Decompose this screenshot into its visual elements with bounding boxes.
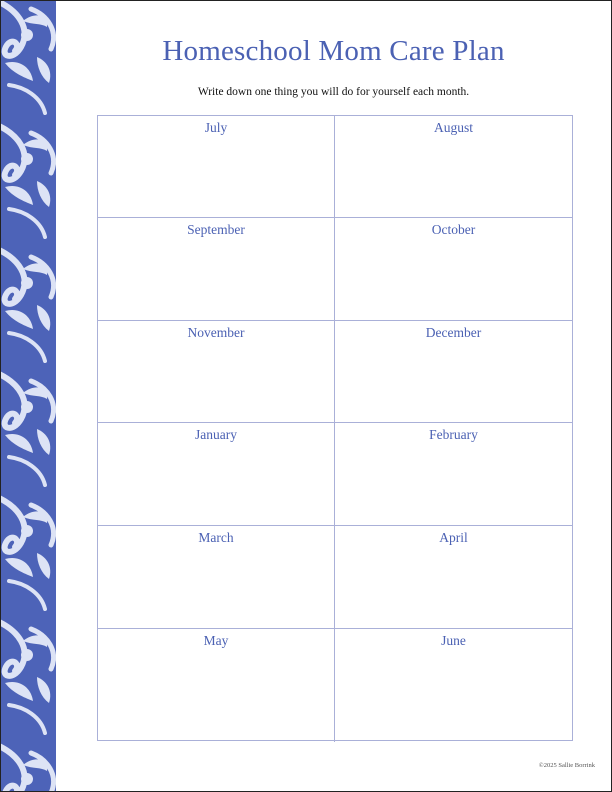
month-label: January bbox=[195, 427, 237, 442]
copyright-footer: ©2025 Sallie Borrink bbox=[538, 762, 595, 769]
month-cell-august[interactable] bbox=[335, 116, 572, 218]
page-title: Homeschool Mom Care Plan bbox=[162, 35, 505, 67]
month-cell-march[interactable] bbox=[98, 526, 335, 629]
month-cell-may[interactable] bbox=[98, 629, 335, 742]
decorative-flourish-border bbox=[1, 1, 56, 791]
month-label: September bbox=[187, 222, 245, 237]
month-cell-june[interactable] bbox=[335, 629, 572, 742]
month-label: May bbox=[203, 633, 229, 648]
month-label: March bbox=[198, 530, 234, 545]
flourish-pattern-icon bbox=[1, 1, 56, 791]
monthly-plan-grid bbox=[97, 115, 573, 741]
month-cell-december[interactable] bbox=[335, 321, 572, 423]
month-cell-july[interactable] bbox=[98, 116, 335, 218]
month-label: July bbox=[204, 120, 228, 135]
month-cell-april[interactable] bbox=[335, 526, 572, 629]
month-label: October bbox=[431, 222, 476, 237]
month-cell-september[interactable] bbox=[98, 218, 335, 321]
month-label: November bbox=[187, 325, 245, 340]
month-label: April bbox=[439, 530, 468, 545]
month-label: June bbox=[441, 633, 466, 648]
month-label: August bbox=[433, 120, 473, 135]
month-label: December bbox=[425, 325, 482, 340]
month-cell-february[interactable] bbox=[335, 423, 572, 526]
month-cell-january[interactable] bbox=[98, 423, 335, 526]
page-instructions: Write down one thing you will do for yourself each month. bbox=[197, 86, 470, 98]
month-label: February bbox=[429, 427, 478, 442]
month-cell-november[interactable] bbox=[98, 321, 335, 423]
month-cell-october[interactable] bbox=[335, 218, 572, 321]
